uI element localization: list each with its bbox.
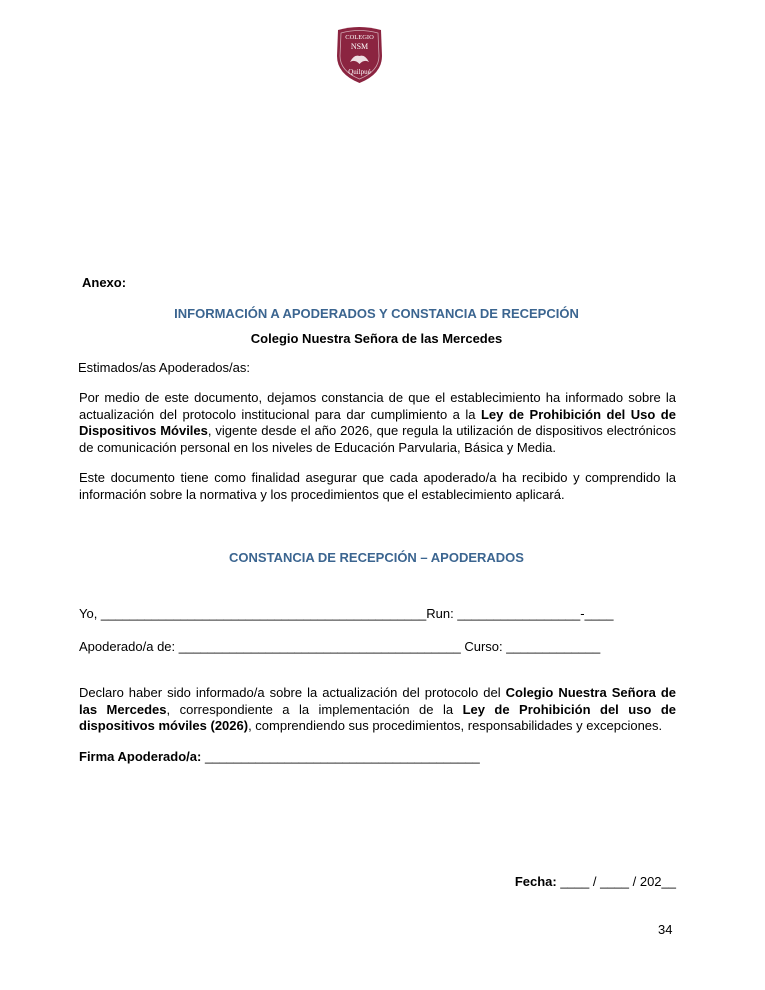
signature-blank[interactable]: ______________________________________ [201,749,480,764]
date-blank[interactable]: ____ / ____ / 202__ [556,874,676,889]
law-name-bold: Ley de Prohibición del Uso de Dispositivos Móviles [79,406,676,438]
date-label: Fecha: [514,874,557,889]
law-name-2026-bold: Ley de Prohibición del uso de dispositivos móviles (2026) [79,701,677,733]
greeting-text: Estimados/as Apoderados/as: [78,360,250,375]
declaration-part-e: , comprendiendo sus procedimientos, responsabilidades y excepciones. [248,718,663,733]
school-name-subtitle: Colegio Nuestra Señora de las Mercedes [250,331,503,346]
section-title-info: INFORMACIÓN A APODERADOS Y CONSTANCIA DE RECEPCIÓN [174,306,579,321]
logo-text-colegio: COLEGIO [345,34,374,41]
declaration-part-a: Declaro haber sido informado/a sobre la actualización del protocolo del [79,685,506,700]
declaration-part-c: , correspondiente a la implementación de la [166,701,463,717]
logo-text-nsm: NSM [350,42,369,51]
name-run-field-line[interactable]: Yo, _____________________________________________Run: _________________-____ [79,606,614,621]
date-field[interactable] [515,874,676,889]
paragraph-intro-part-c: , vigente desde el año 2026, que regula la utilización de dispositivos electrónicos de comunicación personal en los niveles de Educación Parvularia, Básica y Media. [79,423,677,455]
school-name-bold: Colegio Nuestra Señora de las Mercedes [79,685,676,717]
paragraph-intro-part-a: Por medio de este documento, dejamos constancia de que el establecimiento ha informado sobre la actualización del protocolo institucional para dar cumplimiento a la [79,390,676,422]
logo-text-quilpue: Quilpué [348,68,371,76]
paragraph-declaration [79,685,676,735]
guardian-course-field-line[interactable]: Apoderado/a de: _______________________________________ Curso: _____________ [79,639,601,654]
page-number: 34 [658,922,673,937]
signature-label: Firma Apoderado/a: [79,749,202,764]
school-crest-logo [332,26,387,84]
signature-field[interactable] [79,749,480,764]
paragraph-intro [79,390,676,456]
paragraph-purpose: Este documento tiene como finalidad asegurar que cada apoderado/a ha recibido y comprendido la información sobre la normativa y los procedimientos que el establecimiento aplicará. [79,470,676,502]
annex-label: Anexo: [82,275,127,290]
section-title-constancia: CONSTANCIA DE RECEPCIÓN – APODERADOS [229,550,524,565]
